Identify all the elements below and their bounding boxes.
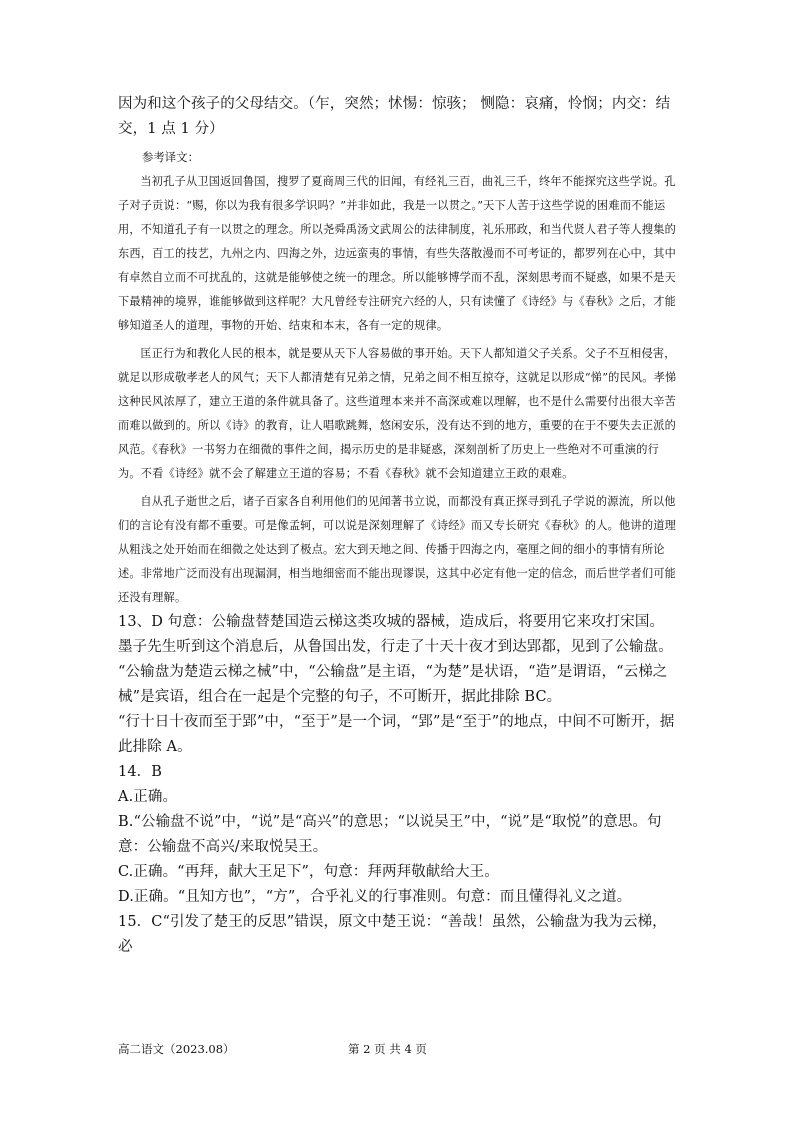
answer-14-option-a: A.正确。 <box>118 789 178 805</box>
answer-13: 13、D 句意：公输盘替楚国造云梯这类攻城的器械，造成后，将要用它来攻打宋国。墨子先生听到这个消息后，从鲁国出发，行走了十天十夜才到达郢都，见到了公输盘。 <box>118 614 673 655</box>
answer-14-option-d: D.正确。“且知方也”，“方”，合乎礼义的行事准则。句意：而且懂得礼义之道。 <box>118 889 632 905</box>
page-content <box>118 92 678 960</box>
footer-course-label: 高二语文（2023.08） <box>118 1042 235 1056</box>
footer-page-number: 第 2 页 共 4 页 <box>348 1042 427 1056</box>
answer-14-option-b: B.“公输盘不说”中，“说”是“高兴”的意思；“以说吴王”中，“说”是“取悦”的意思。句意：公输盘不高兴/来取悦吴王。 <box>118 814 662 855</box>
answer-15: 15．C“引发了楚王的反思”错误，原文中楚王说：“善哉！虽然，公输盘为我为云梯，必 <box>118 914 667 955</box>
translation-paragraph-2: 匡正行为和教化人民的根本，就是要从天下人容易做的事开始。天下人都知道父子关系。父子不互相侵害，就足以形成敬孝老人的风气；天下人都清楚有兄弟之情，兄弟之间不相互掠夺，这就足以形成“悌”的民风。孝悌这种民风浓厚了，建立王道的条件就具备了。这些道理本来并不高深或难以理解，也不是什么需要付出很大辛苦而难以做到的。所以《诗》的教育，让人唱歌跳舞，悠闲安乐，没有达不到的地方，重要的在于不要失去正派的风范。《春秋》一书努力在细微的事件之间，揭示历史的是非疑惑，深刻剖析了历史上一些绝对不可重演的行为。不看《诗经》就不会了解建立王道的容易；不看《春秋》就不会知道建立王政的艰难。 <box>118 347 677 480</box>
answer-13-analysis-b: “行十日十夜而至于郢”中，“至于”是一个词，“郢”是“至于”的地点，中间不可断开，据此排除 A。 <box>118 714 675 755</box>
translation-paragraph-1: 当初孔子从卫国返回鲁国，搜罗了夏商周三代的旧闻，有经礼三百，曲礼三千，终年不能探究这些学说。孔子对子贡说：“赐，你以为我有很多学识吗？”并非如此，我是一以贯之。”天下人苦于这些学说的困难而不能运用，不知道孔子有一以贯之的理念。所以尧舜禹汤文武周公的法律制度，礼乐邢政，和当代贤人君子等人搜集的东西，百工的技艺，九州之内、四海之外，边远蛮夷的事情，有些失落散漫而不可考证的，都罗列在心中，其中有卓然自立而不可扰乱的，这就是能够使之统一的理念。所以能够博学而不乱，深刻思考而不疑惑，如果不是天下最精神的境界，谁能够做到这样呢？大凡曾经专注研究六经的人，只有读懂了《诗经》与《春秋》之后，才能够知道圣人的道理，事物的开始、结束和本末，各有一定的规律。 <box>118 175 676 332</box>
answer-13-analysis-a: “公输盘为楚造云梯之械”中，“公输盘”是主语，“为楚”是状语，“造”是谓语，“云梯之械”是宾语，组合在一起是个完整的句子，不可断开，据此排除 BC。 <box>118 664 668 705</box>
translation-title: 参考译文： <box>142 150 199 164</box>
intro-line: 因为和这个孩子的父母结交。（乍，突然；怵惕：惊骇； 恻隐：哀痛，怜悯；内交：结交，1 点 1 分） <box>118 96 671 137</box>
translation-paragraph-3: 自从孔子逝世之后，诸子百家各自利用他们的见闻著书立说，而都没有真正探寻到孔子学说的源流，所以他们的言论有没有都不重要。可是像孟轲，可以说是深刻理解了《诗经》而又专长研究《春秋》的人。他讲的道理从粗浅之处开始而在细微之处达到了极点。宏大到天地之间、传播于四海之内，毫厘之间的细小的事情有所论述。非常地广泛而没有出现漏洞，相当地细密而不能出现谬误，这其中必定有他一定的信念，而后世学者们可能还没有理解。 <box>118 495 676 604</box>
answer-14: 14．B <box>118 764 163 780</box>
answer-14-option-c: C.正确。“再拜，献大王足下”，句意：拜两拜敬献给大王。 <box>118 864 499 880</box>
